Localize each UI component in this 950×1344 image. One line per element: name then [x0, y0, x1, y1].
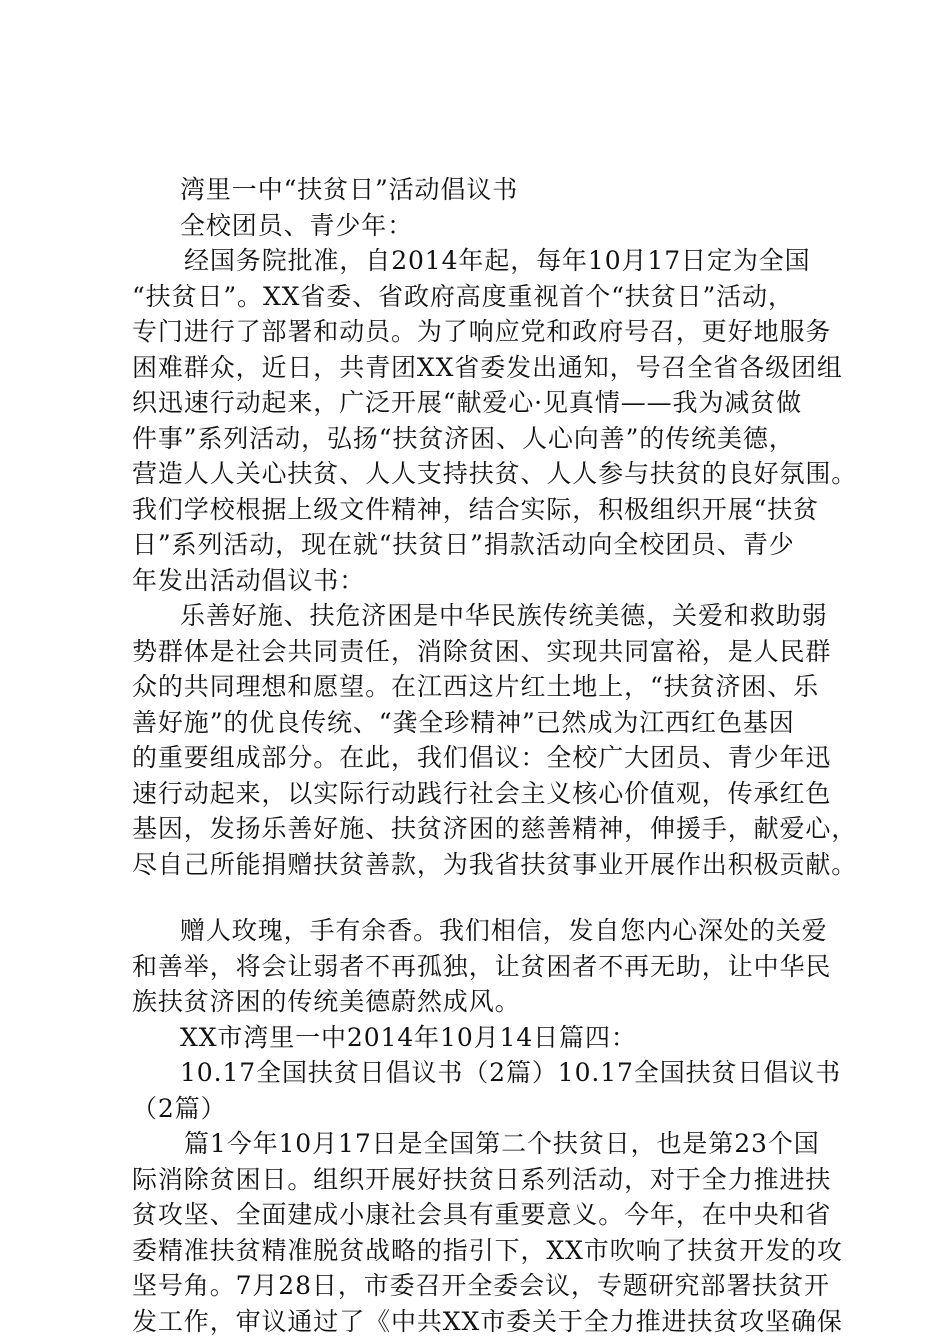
paragraph-line: 和善举，将会让弱者不再孤独，让贫困者不再无助，让中华民 [132, 951, 832, 981]
section-title-line: 10.17全国扶贫日倡议书（2篇）10.17全国扶贫日倡议书 [180, 1058, 842, 1087]
paragraph-line: 际消除贫困日。组织开展好扶贫日系列活动，对于全力推进扶 [132, 1164, 832, 1194]
salutation: 全校团员、青少年： [180, 210, 414, 240]
paragraph-line: 件事”系列活动，弘扬“扶贫济困、人心向善”的传统美德， [132, 423, 795, 453]
document-body [132, 172, 858, 1339]
paragraph-line: “扶贫日”。XX省委、省政府高度重视首个“扶贫日”活动， [132, 281, 794, 311]
paragraph-3 [132, 913, 832, 1020]
paragraph-line: 专门进行了部署和动员。为了响应党和政府号召，更好地服务 [132, 317, 832, 346]
paragraph-line: 坚号角。7月28日，市委召开全委会议，专题研究部署扶贫开 [132, 1271, 830, 1300]
paragraph-line: 经国务院批准，自2014年起，每年10月17日定为全国 [184, 246, 811, 275]
paragraph-line: 贫攻坚、全面建成小康社会具有重要意义。今年，在中央和省 [132, 1200, 832, 1229]
paragraph-line: 发工作，审议通过了《中共XX市委关于全力推进扶贫攻坚确保 [132, 1306, 843, 1336]
paragraph-line: 尽自己所能捐赠扶贫善款，为我省扶贫事业开展作出积极贡献。 [132, 849, 858, 879]
paragraph-line: 善好施”的优良传统、“龚全珍精神”已然成为江西红色基因 [132, 707, 795, 737]
paragraph-2 [132, 598, 858, 882]
paragraph-line: 众的共同理想和愿望。在江西这片红土地上，“扶贫济困、乐 [132, 672, 820, 701]
paragraph-4 [132, 1126, 843, 1339]
paragraph-line: 的重要组成部分。在此，我们倡议：全校广大团员、青少年迅 [132, 743, 832, 772]
paragraph-line: 委精准扶贫精准脱贫战略的指引下，XX市吹响了扶贫开发的攻 [132, 1235, 843, 1265]
section-title-line: （2篇） [132, 1093, 227, 1123]
paragraph-line: 我们学校根据上级文件精神，结合实际，积极组织开展“扶贫 [132, 494, 820, 524]
paragraph-line: 赠人玫瑰，手有余香。我们相信，发自您内心深处的关爱 [180, 916, 828, 945]
paragraph-line: 困难群众，近日，共青团XX省委发出通知，号召全省各级团组 [132, 352, 843, 382]
document-title: 湾里一中“扶贫日”活动倡议书 [180, 175, 519, 204]
paragraph-line: 乐善好施、扶危济困是中华民族传统美德，关爱和救助弱 [180, 601, 828, 630]
paragraph-spacer [132, 882, 832, 913]
paragraph-line: 日”系列活动，现在就“扶贫日”捐款活动向全校团员、青少 [132, 530, 795, 559]
section-title [132, 1055, 842, 1126]
paragraph-line: 基因，发扬乐善好施、扶贫济困的慈善精神，伸援手，献爱心， [132, 814, 858, 843]
paragraph-line: 年发出活动倡议书： [132, 565, 366, 595]
paragraph-line: 营造人人关心扶贫、人人支持扶贫、人人参与扶贫的良好氛围。 [132, 459, 858, 488]
paragraph-line: 织迅速行动起来，广泛开展“献爱心·见真情——我为减贫做 [132, 388, 803, 417]
signature-line: XX市湾里一中2014年10月14日篇四： [180, 1022, 637, 1052]
paragraph-line: 速行动起来，以实际行动践行社会主义核心价值观，传承红色 [132, 778, 832, 808]
paragraph-line: 篇1今年10月17日是全国第二个扶贫日，也是第23个国 [184, 1129, 820, 1158]
paragraph-line: 族扶贫济困的传统美德蔚然成风。 [132, 987, 521, 1016]
paragraph-line: 势群体是社会共同责任，消除贫困、实现共同富裕，是人民群 [132, 636, 832, 666]
paragraph-1 [132, 243, 858, 598]
